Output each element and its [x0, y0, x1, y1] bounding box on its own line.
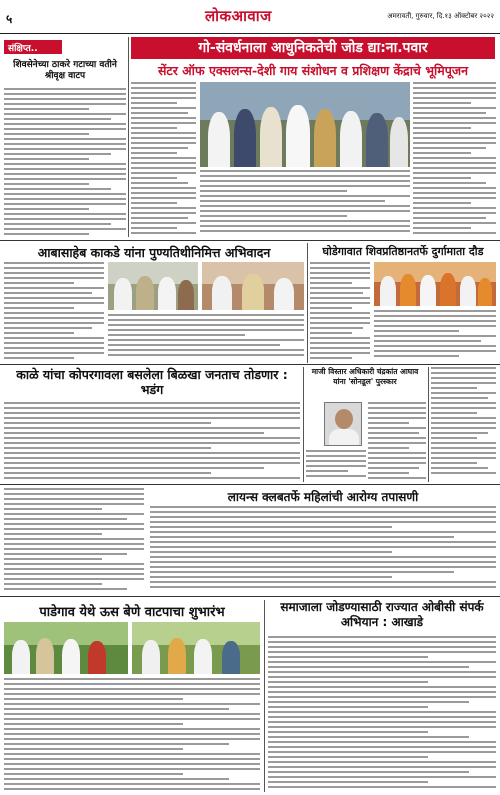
ex-officer-body — [306, 450, 366, 480]
column-rule — [428, 367, 429, 482]
lions-body — [150, 506, 496, 592]
obc-headline: समाजाला जोडण्यासाठी राज्यात ओबीसी संपर्क अभियान : आखाडे — [280, 600, 484, 629]
section-rule — [0, 596, 500, 597]
award-photo-2 — [202, 262, 304, 310]
award-photo — [108, 262, 198, 310]
lions-headline: लायन्स क्लबतर्फे महिलांची आरोग्य तपासणी — [227, 490, 419, 504]
lead-body-lower — [200, 170, 410, 237]
award-body — [4, 262, 104, 360]
padegaon-body — [4, 678, 260, 792]
obc-body — [268, 636, 496, 792]
race-photo — [374, 262, 496, 306]
brief-body-text — [4, 88, 126, 236]
section-rule — [0, 364, 500, 365]
masthead: लोकआवाज — [205, 7, 272, 25]
lead-photo — [200, 82, 410, 167]
ex-officer-headline: माजी विस्तार अधिकारी चंद्रकांत आघाव यांना 'सोनडूल' पुरस्कार — [311, 367, 419, 386]
race-body-2 — [374, 310, 496, 360]
padegaon-photo-2 — [132, 622, 260, 674]
column-rule — [307, 243, 308, 363]
lead-banner: गो-संवर्धनाला आधुनिकतेची जोड द्या:ना.पवार — [131, 37, 495, 59]
race-headline: घोडेगावात शिवप्रतिष्ठानतर्फे दुर्गामाता दौड — [322, 245, 484, 258]
padegaon-headline: पाडेगाव येथे ऊस बेणे वाटपाचा शुभारंभ — [39, 605, 225, 620]
ex-officer-portrait — [324, 402, 362, 446]
kale-headline: काळे यांचा कोपरगावला बसलेला बिळखा जनताच तोडणार : भडंग — [16, 367, 288, 397]
brief-headline: शिवसेनेच्या ठाकरे गटाच्या वतीने श्रीवृक्ष वाटप — [13, 60, 117, 81]
padegaon-photo — [4, 622, 128, 674]
kale-body — [4, 402, 300, 480]
column-rule — [264, 600, 265, 792]
section-rule — [0, 240, 500, 241]
page-number: ५ — [6, 12, 13, 26]
column-rule — [303, 367, 304, 482]
page-header — [0, 0, 500, 34]
lead-body-col4 — [413, 82, 496, 237]
dateline: अमरावती, गुरुवार, दि.१३ ऑक्टोबर २०२२ — [387, 12, 494, 20]
lead-subhead: सेंटर ऑफ एक्सलन्स-देशी गाय संशोधन व प्रशिक्षण केंद्राचे भूमिपूजन — [157, 63, 469, 78]
lead-body-col1 — [131, 82, 196, 237]
column-rule — [128, 37, 129, 237]
lions-left-body — [4, 488, 144, 592]
ex-officer-body-2 — [368, 402, 426, 480]
brief-tag: संक्षिप्त.. — [4, 40, 62, 54]
side-column-body — [431, 367, 496, 480]
award-body-2 — [108, 314, 304, 360]
award-headline: आबासाहेब काकडे यांना पुण्यतिथीनिमित्त अभिवादन — [37, 245, 271, 260]
section-rule — [0, 484, 500, 485]
race-body — [310, 262, 370, 360]
